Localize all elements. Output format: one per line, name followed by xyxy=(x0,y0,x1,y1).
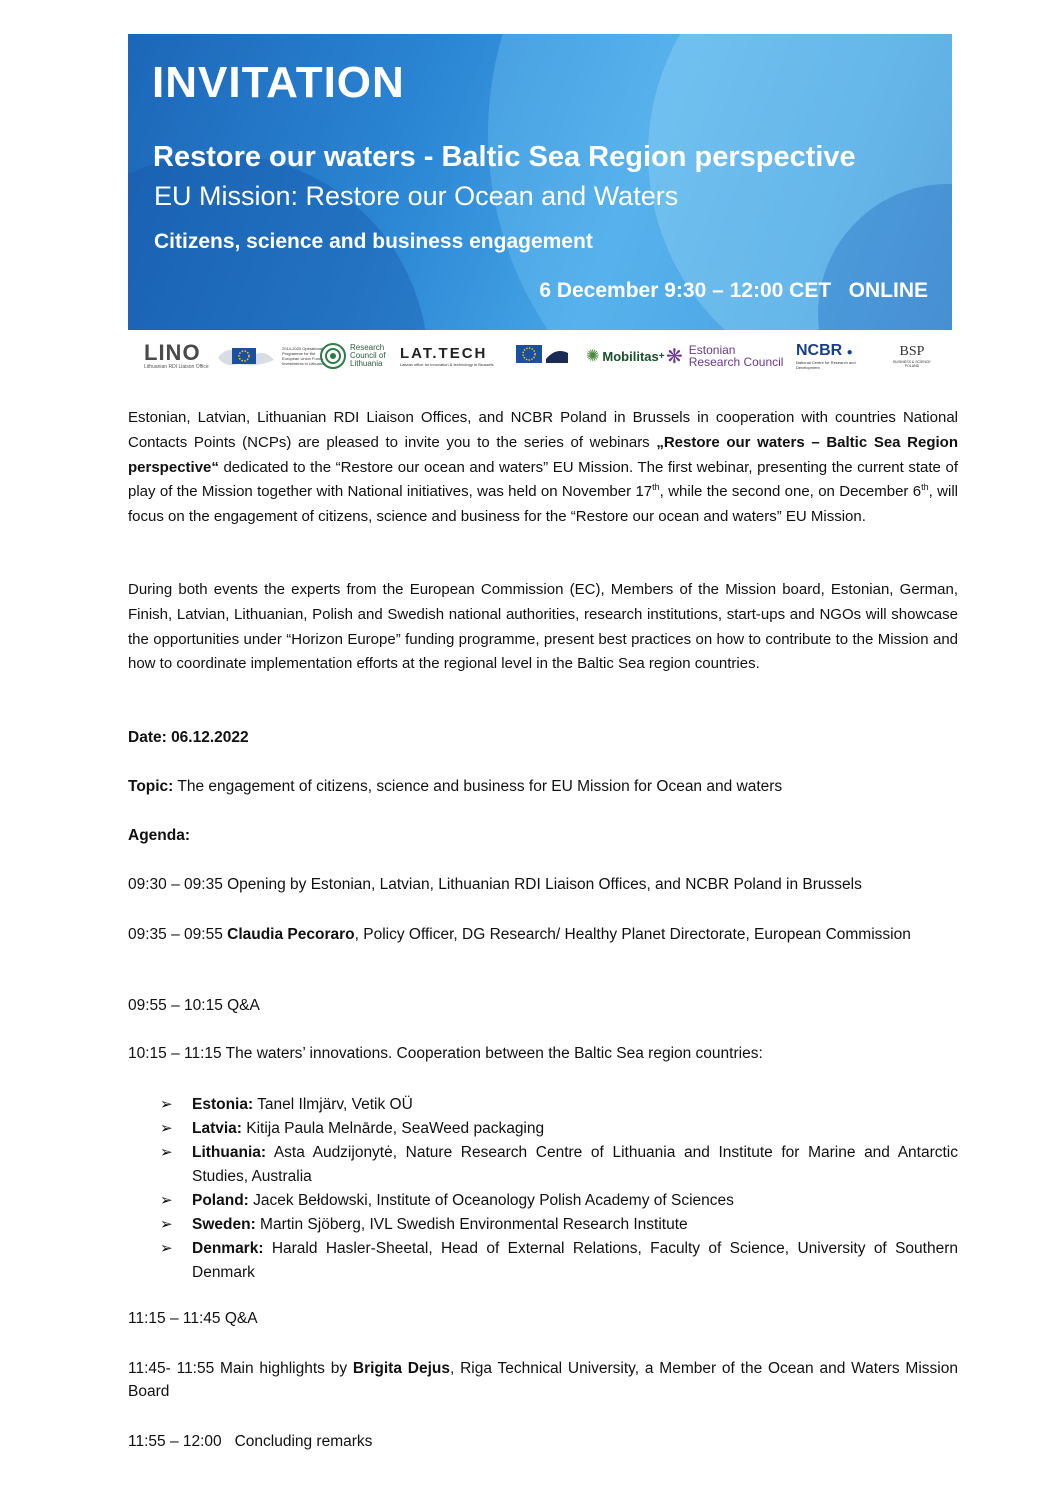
topic-label: Topic: xyxy=(128,778,174,795)
agenda-item-innovations: 10:15 – 11:15 The waters’ innovations. Cooperation between the Baltic Sea region countries: xyxy=(128,1045,763,1062)
eu-flag-icon xyxy=(516,343,570,369)
lino-subtitle: Lithuanian RDI Liaison Office xyxy=(144,364,209,370)
eu-regional-logo xyxy=(516,336,570,376)
event-date xyxy=(128,726,958,751)
etag-line1: Estonian xyxy=(688,343,736,357)
intro-text: Estonian, Latvian, Lithuanian RDI Liaison Offices, and NCBR Poland in Brussels in cooperation with countries National Contacts Points (NCPs) are pleased to invite you to the series of webinars xyxy=(128,409,958,451)
intro-text: dedicated to the “Restore our ocean and waters” EU Mission. The first webinar, presenting the current state of play of the Mission together with National initiatives, was held on November 17 xyxy=(128,458,958,501)
etag-line2: Research Council xyxy=(688,355,784,369)
country-label: Sweden: xyxy=(192,1216,256,1233)
lino-wordmark: LINO xyxy=(144,340,201,365)
partner-logos xyxy=(140,336,940,376)
arrow-bullet-icon: ➢ xyxy=(160,1216,173,1233)
agenda-item-qa-1: 09:55 – 10:15 Q&A xyxy=(128,997,260,1014)
event-topic xyxy=(128,775,958,800)
ncbr-wordmark xyxy=(796,342,853,360)
lattech-subtitle: Latvian office for innovation & technology in Brussels xyxy=(400,362,494,367)
eu-flag-map-icon xyxy=(216,344,276,368)
date-text: Date: 06.12.2022 xyxy=(128,729,249,746)
mobilitas-leaf-icon: ✺ xyxy=(586,348,600,365)
ncbr-dot-icon: ● xyxy=(846,347,853,358)
speaker-info: Asta Audzijonytė, Nature Research Centre of Lithuania and Institute for Marine and Antarctic Studies, Australia xyxy=(192,1144,958,1185)
speaker-role: , Riga Technical University, a Member of the Ocean and Waters Mission Board xyxy=(128,1360,958,1400)
banner-invitation: INVITATION xyxy=(152,58,405,107)
ordinal-suffix: th xyxy=(921,482,929,493)
ordinal-suffix: th xyxy=(652,482,660,493)
ncbr-subtitle: National Centre for Research and Development xyxy=(796,360,856,370)
country-speakers-list xyxy=(160,1093,958,1285)
list-item xyxy=(160,1213,958,1237)
list-item xyxy=(160,1093,958,1117)
bsp-wordmark: BSP xyxy=(899,344,925,359)
arrow-bullet-icon: ➢ xyxy=(160,1120,173,1137)
banner-title: Restore our waters - Baltic Sea Region perspective xyxy=(153,141,856,173)
agenda-item-qa-2: 11:15 – 11:45 Q&A xyxy=(128,1310,258,1327)
agenda-time: 11:45- 11:55 Main highlights by xyxy=(128,1360,353,1377)
intro-text: , will focus on the engagement of citizens, science and business for the “Restore our ocean and waters” EU Mission. xyxy=(128,483,958,526)
agenda-item-highlights xyxy=(128,1357,958,1403)
mobilitas-wordmark: Mobilitas xyxy=(602,348,659,364)
agenda-item-concluding: 11:55 – 12:00 Concluding remarks xyxy=(128,1433,373,1450)
list-item xyxy=(160,1141,958,1189)
agenda-item-speaker-1 xyxy=(128,923,958,946)
speaker-info: Kitija Paula Melnārde, SeaWeed packaging xyxy=(241,1120,545,1137)
rcl-emblem-icon xyxy=(320,343,346,369)
speaker-info: Martin Sjöberg, IVL Swedish Environmental Research Institute xyxy=(255,1216,688,1233)
intro-paragraph-1 xyxy=(128,406,958,530)
speaker-info: Harald Hasler-Sheetal, Head of External Relations, Faculty of Science, University of Southern Denmark xyxy=(192,1240,958,1281)
list-item xyxy=(160,1117,958,1141)
arrow-bullet-icon: ➢ xyxy=(160,1096,173,1113)
banner-tagline: Citizens, science and business engagement xyxy=(154,230,593,253)
arrow-bullet-icon: ➢ xyxy=(160,1240,173,1257)
banner-subtitle: EU Mission: Restore our Ocean and Waters xyxy=(154,181,679,211)
banner-date: 6 December 9:30 – 12:00 CET ONLINE xyxy=(539,279,928,302)
lino-logo xyxy=(144,336,209,376)
rcl-text: Research Council of Lithuania xyxy=(350,343,386,368)
eu-funds-logo xyxy=(216,336,330,376)
ncbr-text: NCBR xyxy=(796,342,843,359)
webinar-series-title: „Restore our waters – Baltic Sea Region perspective“ xyxy=(128,433,958,476)
bsp-subtitle: BUSINESS & SCIENCE POLAND xyxy=(893,360,931,368)
agenda-time: 09:35 – 09:55 xyxy=(128,926,228,943)
agenda-label: Agenda: xyxy=(128,827,190,844)
country-label: Lithuania: xyxy=(192,1144,267,1161)
speaker-name: Claudia Pecoraro xyxy=(227,926,355,943)
ncbr-logo xyxy=(796,336,866,376)
speaker-role: , Policy Officer, DG Research/ Healthy Planet Directorate, European Commission xyxy=(354,926,911,943)
country-label: Estonia: xyxy=(192,1096,254,1113)
intro-paragraph-2: During both events the experts from the European Commission (EC), Members of the Mission board, Estonian, German, Finish, Latvian, Lithuanian, Polish and Swedish national authorities, research institutions, start-ups and NGOs will showcase the opportunities under “Horizon Europe” funding programme, present best practices on how to contribute to the Mission and how to coordinate implementation efforts at the regional level in the Baltic Sea region countries. xyxy=(128,581,958,673)
etag-star-icon: ❋ xyxy=(666,345,683,368)
lattech-wordmark: LAT.TECH xyxy=(400,345,488,362)
topic-text: The engagement of citizens, science and business for EU Mission for Ocean and waters xyxy=(173,778,783,795)
arrow-bullet-icon: ➢ xyxy=(160,1144,173,1161)
speaker-name: Brigita Dejus xyxy=(352,1360,450,1377)
speaker-info: Jacek Bełdowski, Institute of Oceanology Polish Academy of Sciences xyxy=(248,1192,734,1209)
lattech-logo xyxy=(400,336,494,376)
eu-funds-text: 2014-2020 Operational Programme for the European Union Funds Investments in Lithuania xyxy=(282,346,326,366)
list-item xyxy=(160,1237,958,1285)
arrow-bullet-icon: ➢ xyxy=(160,1192,173,1209)
country-label: Latvia: xyxy=(192,1120,242,1137)
etag-logo xyxy=(666,336,783,376)
country-label: Poland: xyxy=(192,1192,249,1209)
agenda-heading xyxy=(128,824,958,849)
speaker-info: Tanel Ilmjärv, Vetik OÜ xyxy=(253,1096,413,1113)
intro-text: , while the second one, on December 6 xyxy=(659,483,922,501)
mobilitas-logo xyxy=(586,336,665,376)
mobilitas-plus: + xyxy=(658,350,665,362)
invitation-banner xyxy=(128,34,952,330)
rcl-logo xyxy=(320,336,392,376)
country-label: Denmark: xyxy=(192,1240,264,1257)
agenda-item-opening: 09:30 – 09:35 Opening by Estonian, Latvian, Lithuanian RDI Liaison Offices, and NCBR Poland in Brussels xyxy=(128,876,862,893)
list-item xyxy=(160,1189,958,1213)
bsp-logo xyxy=(892,336,932,376)
